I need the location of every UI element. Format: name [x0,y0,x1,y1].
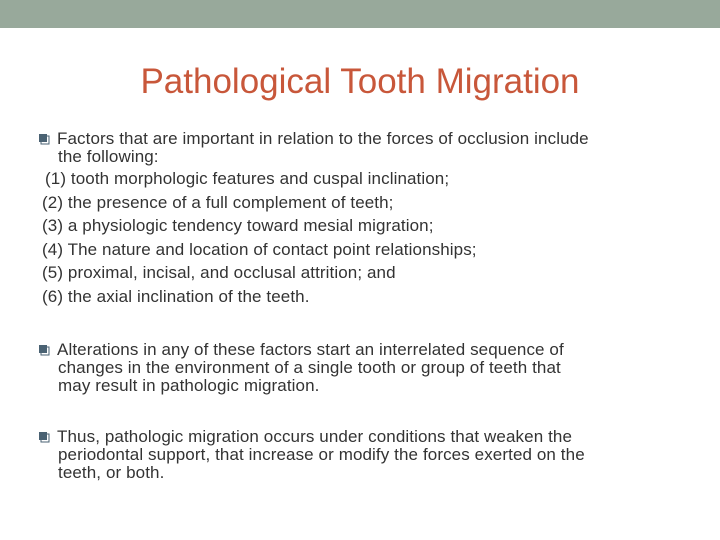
bullet-3-line-1: Thus, pathologic migration occurs under conditions that weaken the [57,427,573,446]
factor-item-2: (2) the presence of a full complement of teeth; [42,192,394,212]
bullet-alterations [42,341,692,395]
bullet-1-line-1: Factors that are important in relation to the forces of occlusion include [57,129,589,148]
bullet-factors [42,130,692,308]
square-bullet-icon [38,344,50,356]
factor-list [42,167,692,308]
bullet-2-line-1: Alterations in any of these factors start an interrelated sequence of [57,340,564,359]
bullet-thus [42,428,692,482]
factor-item-5: (5) proximal, incisal, and occlusal attrition; and [42,263,396,282]
factor-item-4: (4) The nature and location of contact point relationships; [42,239,477,259]
bullet-3-line-3: teeth, or both. [58,463,165,482]
square-bullet-icon [38,133,50,145]
bullet-2-line-2: changes in the environment of a single tooth or group of teeth that [58,358,561,377]
square-bullet-icon [38,431,50,443]
bullet-2-line-3: may result in pathologic migration. [58,376,320,395]
bullet-block-3 [42,428,692,482]
bullet-block-2 [42,341,692,395]
factor-item-1: (1) tooth morphologic features and cuspal inclination; [45,169,450,188]
top-accent-bar [0,0,720,28]
slide-title: Pathological Tooth Migration [140,62,580,101]
bullet-1-line-2: the following: [58,147,159,166]
factor-item-3: (3) a physiologic tendency toward mesial migration; [42,216,434,235]
bullet-3-line-2: periodontal support, that increase or modify the forces exerted on the [58,445,585,464]
bullet-block-1 [42,130,692,166]
factor-item-6: (6) the axial inclination of the teeth. [42,286,310,306]
